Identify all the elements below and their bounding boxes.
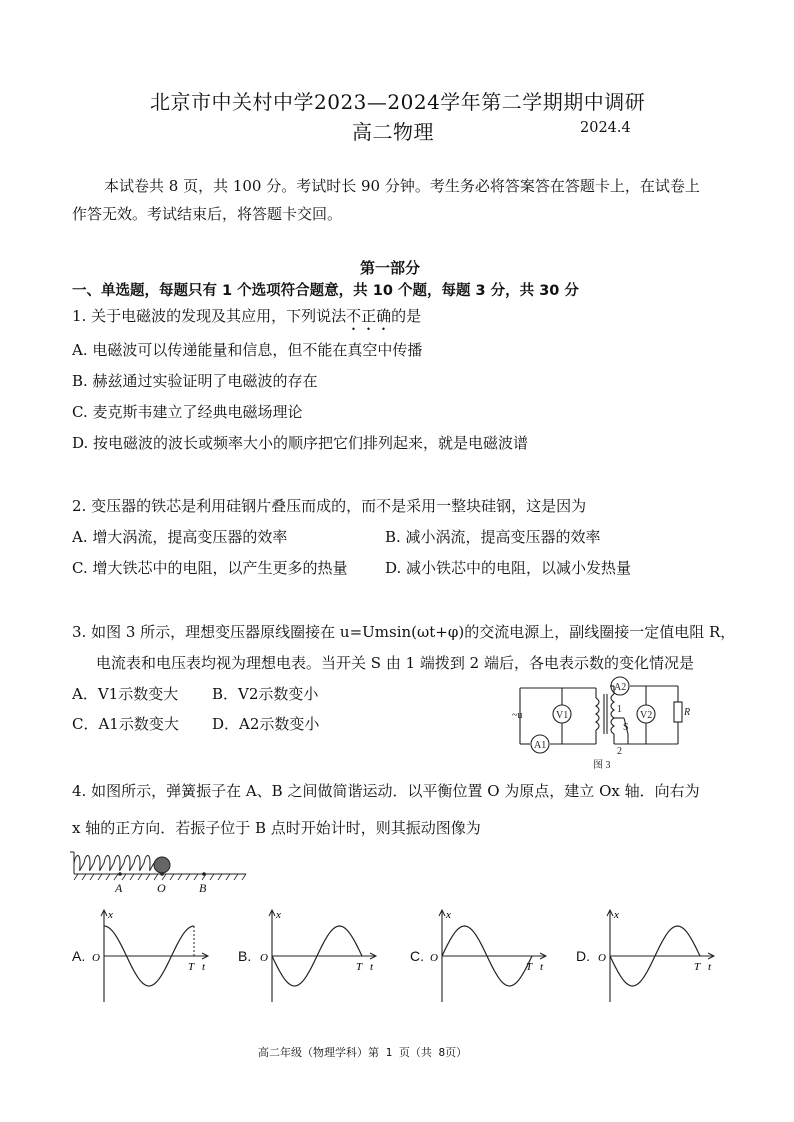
x-axis-label: t [708,961,712,973]
exam-date: 2024.4 [580,120,631,136]
q1-stem-text: 1. 关于电磁波的发现及其应用，下列说法 [72,307,347,325]
period-label: T [188,961,195,973]
q1-option-a: A. 电磁波可以传递能量和信息，但不能在真空中传播 [72,341,423,359]
spring-oscillator-diagram [70,846,250,894]
instructions-line-2: 作答无效。考试结束后，将答题卡交回。 [72,205,343,223]
y-axis-label: x [276,909,281,921]
q3-stem-line-2: 电流表和电压表均视为理想电表。当开关 S 由 1 端拨到 2 端后，各电表示数的变化情况是 [96,654,694,672]
graph-b-letter: B. [238,948,252,964]
q1-option-b: B. 赫兹通过实验证明了电磁波的存在 [72,372,318,390]
page-footer: 高二年级（物理学科）第 1 页（共 8页） [258,1046,468,1059]
q3-stem-line-1: 3. 如图 3 所示，理想变压器原线圈接在 u=Umsin(ωt+φ)的交流电源上，副线圈接一定值电阻 R， [72,623,736,641]
q1-stem-end: 的是 [391,307,422,325]
period-label: T [694,961,701,973]
graph-b [258,902,388,1008]
terminal-1-label: 1 [617,704,622,715]
v2-label: V2 [640,710,653,721]
terminal-2-label: 2 [617,746,622,757]
x-axis-label: t [540,961,544,973]
switch-label: S [623,722,629,733]
period-label: T [526,961,533,973]
origin-label: O [92,952,100,964]
q3-option-a: A．V1示数变大 [72,685,179,703]
q3-option-b: B．V2示数变小 [212,685,319,703]
q1-option-d: D. 按电磁波的波长或频率大小的顺序把它们排列起来，就是电磁波谱 [72,434,529,452]
q3-option-c: C．A1示数变大 [72,715,179,733]
oscillator-ball [154,857,170,873]
graph-c-letter: C. [410,948,424,964]
point-a-label: A [115,881,123,894]
q3-option-d: D．A2示数变小 [212,715,320,733]
graph-c [428,902,558,1008]
v1-label: V1 [556,710,569,721]
y-axis-label: x [446,909,451,921]
a2-label: A2 [614,682,627,693]
y-axis-label: x [614,909,619,921]
graph-a-letter: A. [72,948,86,964]
subject-title: 高二物理 [352,120,434,144]
q4-stem-line-1: 4. 如图所示，弹簧振子在 A、B 之间做简谐运动．以平衡位置 O 为原点，建立 Ox 轴．向右为 [72,782,700,800]
q1-option-c: C. 麦克斯韦建立了经典电磁场理论 [72,403,303,421]
exam-title: 北京市中关村中学2023—2024学年第二学期期中调研 [150,90,646,114]
part-title: 第一部分 [360,259,421,277]
a1-label: A1 [534,740,547,751]
graph-a [90,902,220,1008]
q2-option-b: B. 减小涡流，提高变压器的效率 [385,528,601,546]
q3-circuit-diagram [510,672,690,770]
origin-label: O [430,952,438,964]
origin-label: O [260,952,268,964]
figure-caption: 图 3 [593,760,611,770]
q1-stem-emphasis: 不正确 [346,307,392,325]
q4-stem-line-2: x 轴的正方向．若振子位于 B 点时开始计时，则其振动图像为 [72,819,481,837]
x-axis-label: t [202,961,206,973]
q1-stem [72,305,421,334]
period-label: T [356,961,363,973]
origin-label: O [598,952,606,964]
resistor-label: R [684,707,690,718]
point-o-label: O [157,881,166,894]
graph-d-letter: D. [576,948,590,964]
source-label: ~u [512,710,523,721]
x-axis-label: t [370,961,374,973]
point-b-label: B [199,881,207,894]
section-heading: 一、单选题，每题只有 1 个选项符合题意，共 10 个题，每题 3 分，共 30 分 [72,283,579,299]
instructions-line-1: 本试卷共 8 页，共 100 分。考试时长 90 分钟。考生务必将答案答在答题卡上，在试卷上 [104,177,700,195]
q2-option-a: A. 增大涡流，提高变压器的效率 [72,528,288,546]
q2-option-d: D. 减小铁芯中的电阻，以减小发热量 [385,559,632,577]
q4-graph-row [72,902,732,1012]
graph-d [596,902,726,1008]
q2-stem: 2. 变压器的铁芯是利用硅钢片叠压而成的，而不是采用一整块硅钢，这是因为 [72,497,587,515]
y-axis-label: x [108,909,113,921]
q2-option-c: C. 增大铁芯中的电阻，以产生更多的热量 [72,559,348,577]
